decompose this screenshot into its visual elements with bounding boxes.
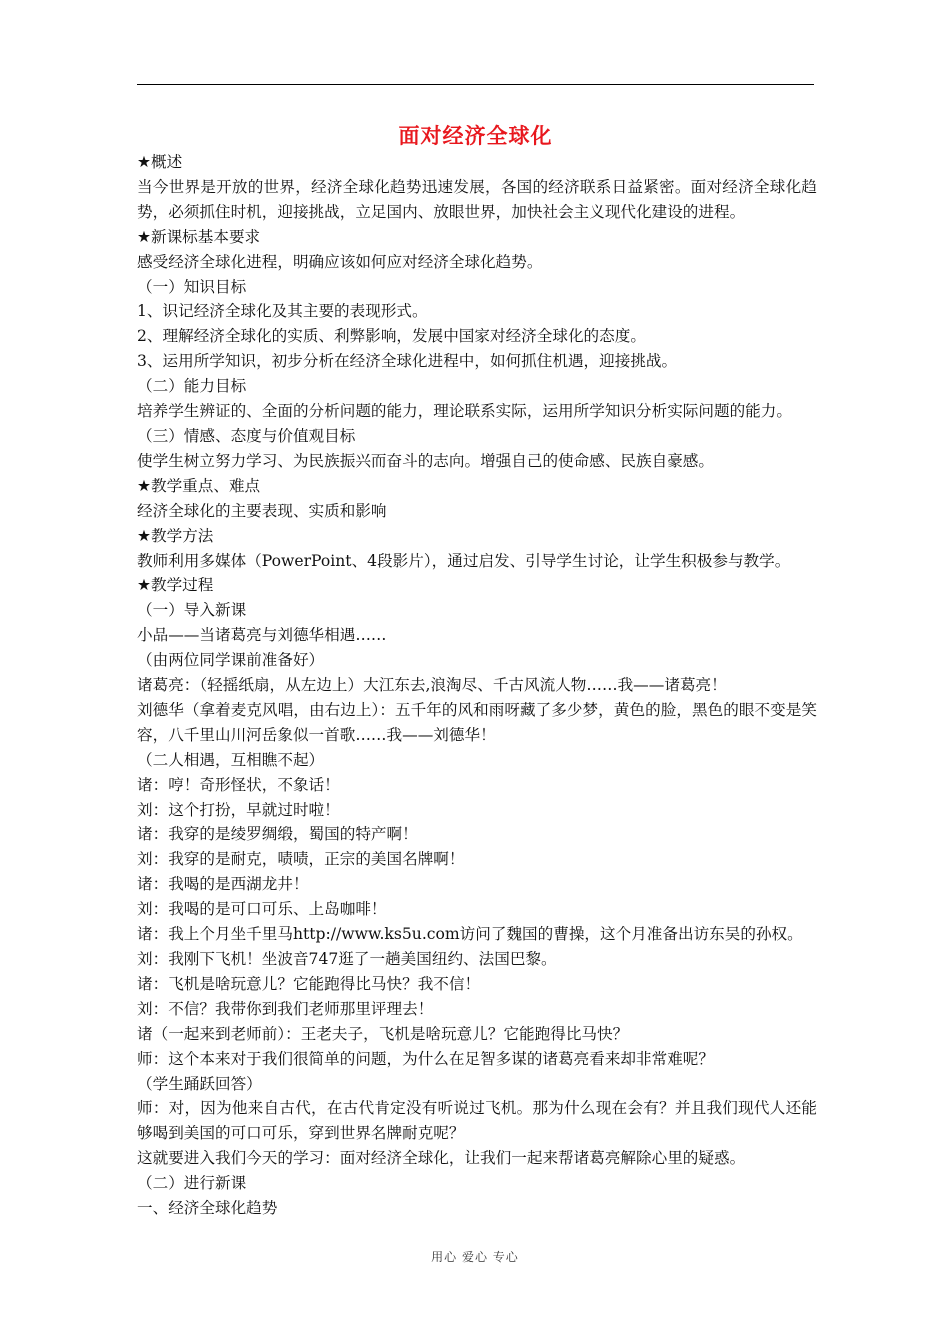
section-heading: ★概述 (137, 153, 183, 171)
paragraph-line: 培养学生辨证的、全面的分析问题的能力，理论联系实际，运用所学知识分析实际问题的能力。 (137, 402, 792, 421)
paragraph-line: 诸：我穿的是绫罗绸缎，蜀国的特产啊！ (137, 825, 418, 844)
paragraph-line: 刘：我穿的是耐克，啧啧，正宗的美国名牌啊！ (137, 850, 465, 869)
header-rule (137, 84, 814, 85)
paragraph-line: 经济全球化的主要表现、实质和影响 (137, 501, 387, 520)
paragraph-line: 诸：我喝的是西湖龙井！ (137, 875, 309, 894)
paragraph-line: （学生踊跃回答） (137, 1074, 262, 1093)
paragraph-line: 师：这个本来对于我们很简单的问题，为什么在足智多谋的诸葛亮看来却非常难呢？ (137, 1049, 714, 1068)
paragraph-line: 使学生树立努力学习、为民族振兴而奋斗的志向。增强自己的使命感、民族自豪感。 (137, 451, 714, 470)
paragraph-line: 刘德华（拿着麦克风唱，由右边上）：五千年的风和雨呀藏了多少梦，黄色的脸，黑色的眼不变是笑容，八千里山川河岳象似一首歌……我——刘德华！ (137, 700, 817, 744)
paragraph-line: 诸：我上个月坐千里马http://www.ks5u.com访问了魏国的曹操，这个月准备出访东吴的孙权。 (137, 925, 803, 944)
document-body (137, 150, 817, 1221)
paragraph-line: 小品——当诸葛亮与刘德华相遇…… (137, 626, 387, 645)
page-footer: 用心 爱心 专心 (431, 1250, 519, 1264)
section-heading: ★教学过程 (137, 576, 214, 595)
paragraph-line: （二人相遇，互相瞧不起） (137, 750, 325, 769)
paragraph-line: 当今世界是开放的世界，经济全球化趋势迅速发展，各国的经济联系日益紧密。面对经济全球化趋势，必须抓住时机，迎接挑战，立足国内、放眼世界，加快社会主义现代化建设的进程。 (137, 177, 817, 221)
paragraph-line: 诸：哼！奇形怪状，不象话！ (137, 775, 340, 794)
paragraph-line: 1、识记经济全球化及其主要的表现形式。 (137, 302, 428, 321)
paragraph-line: （由两位同学课前准备好） (137, 651, 325, 670)
section-heading: ★教学方法 (137, 526, 214, 545)
paragraph-line: 诸：飞机是啥玩意儿？它能跑得比马快？我不信！ (137, 974, 481, 993)
paragraph-line: 感受经济全球化进程，明确应该如何应对经济全球化趋势。 (137, 252, 543, 271)
paragraph-line: （一）导入新课 (137, 601, 247, 620)
paragraph-line: 2、理解经济全球化的实质、利弊影响，发展中国家对经济全球化的态度。 (137, 327, 646, 346)
section-heading: ★新课标基本要求 (137, 227, 261, 246)
paragraph-line: 师：对，因为他来自古代，在古代肯定没有听说过飞机。那为什么现在会有？并且我们现代人还能够喝到美国的可口可乐，穿到世界名牌耐克呢？ (137, 1099, 817, 1143)
paragraph-line: 诸葛亮：（轻摇纸扇，从左边上）大江东去,浪淘尽、千古风流人物……我——诸葛亮！ (137, 676, 727, 695)
paragraph-line: （三）情感、态度与价值观目标 (137, 426, 356, 445)
paragraph-line: 刘：我刚下飞机！坐波音747逛了一趟美国纽约、法国巴黎。 (137, 950, 557, 968)
document-title: 面对经济全球化 (398, 124, 553, 148)
paragraph-line: （一）知识目标 (137, 277, 247, 296)
paragraph-line: 一、经济全球化趋势 (137, 1199, 278, 1218)
paragraph-line: 教师利用多媒体（PowerPoint、4段影片），通过启发、引导学生讨论，让学生积极参与教学。 (137, 551, 791, 570)
paragraph-line: 这就要进入我们今天的学习：面对经济全球化，让我们一起来帮诸葛亮解除心里的疑惑。 (137, 1149, 746, 1168)
paragraph-line: 刘：不信？我带你到我们老师那里评理去！ (137, 999, 434, 1018)
paragraph-line: （二）进行新课 (137, 1174, 247, 1193)
paragraph-line: 诸（一起来到老师前）：王老夫子，飞机是啥玩意儿？它能跑得比马快？ (137, 1024, 629, 1043)
paragraph-line: 3、运用所学知识，初步分析在经济全球化进程中，如何抓住机遇，迎接挑战。 (137, 352, 678, 371)
section-heading: ★教学重点、难点 (137, 476, 261, 495)
paragraph-line: 刘：我喝的是可口可乐、上岛咖啡！ (137, 900, 387, 919)
paragraph-line: （二）能力目标 (137, 377, 247, 396)
paragraph-line: 刘：这个打扮，早就过时啦！ (137, 800, 340, 819)
